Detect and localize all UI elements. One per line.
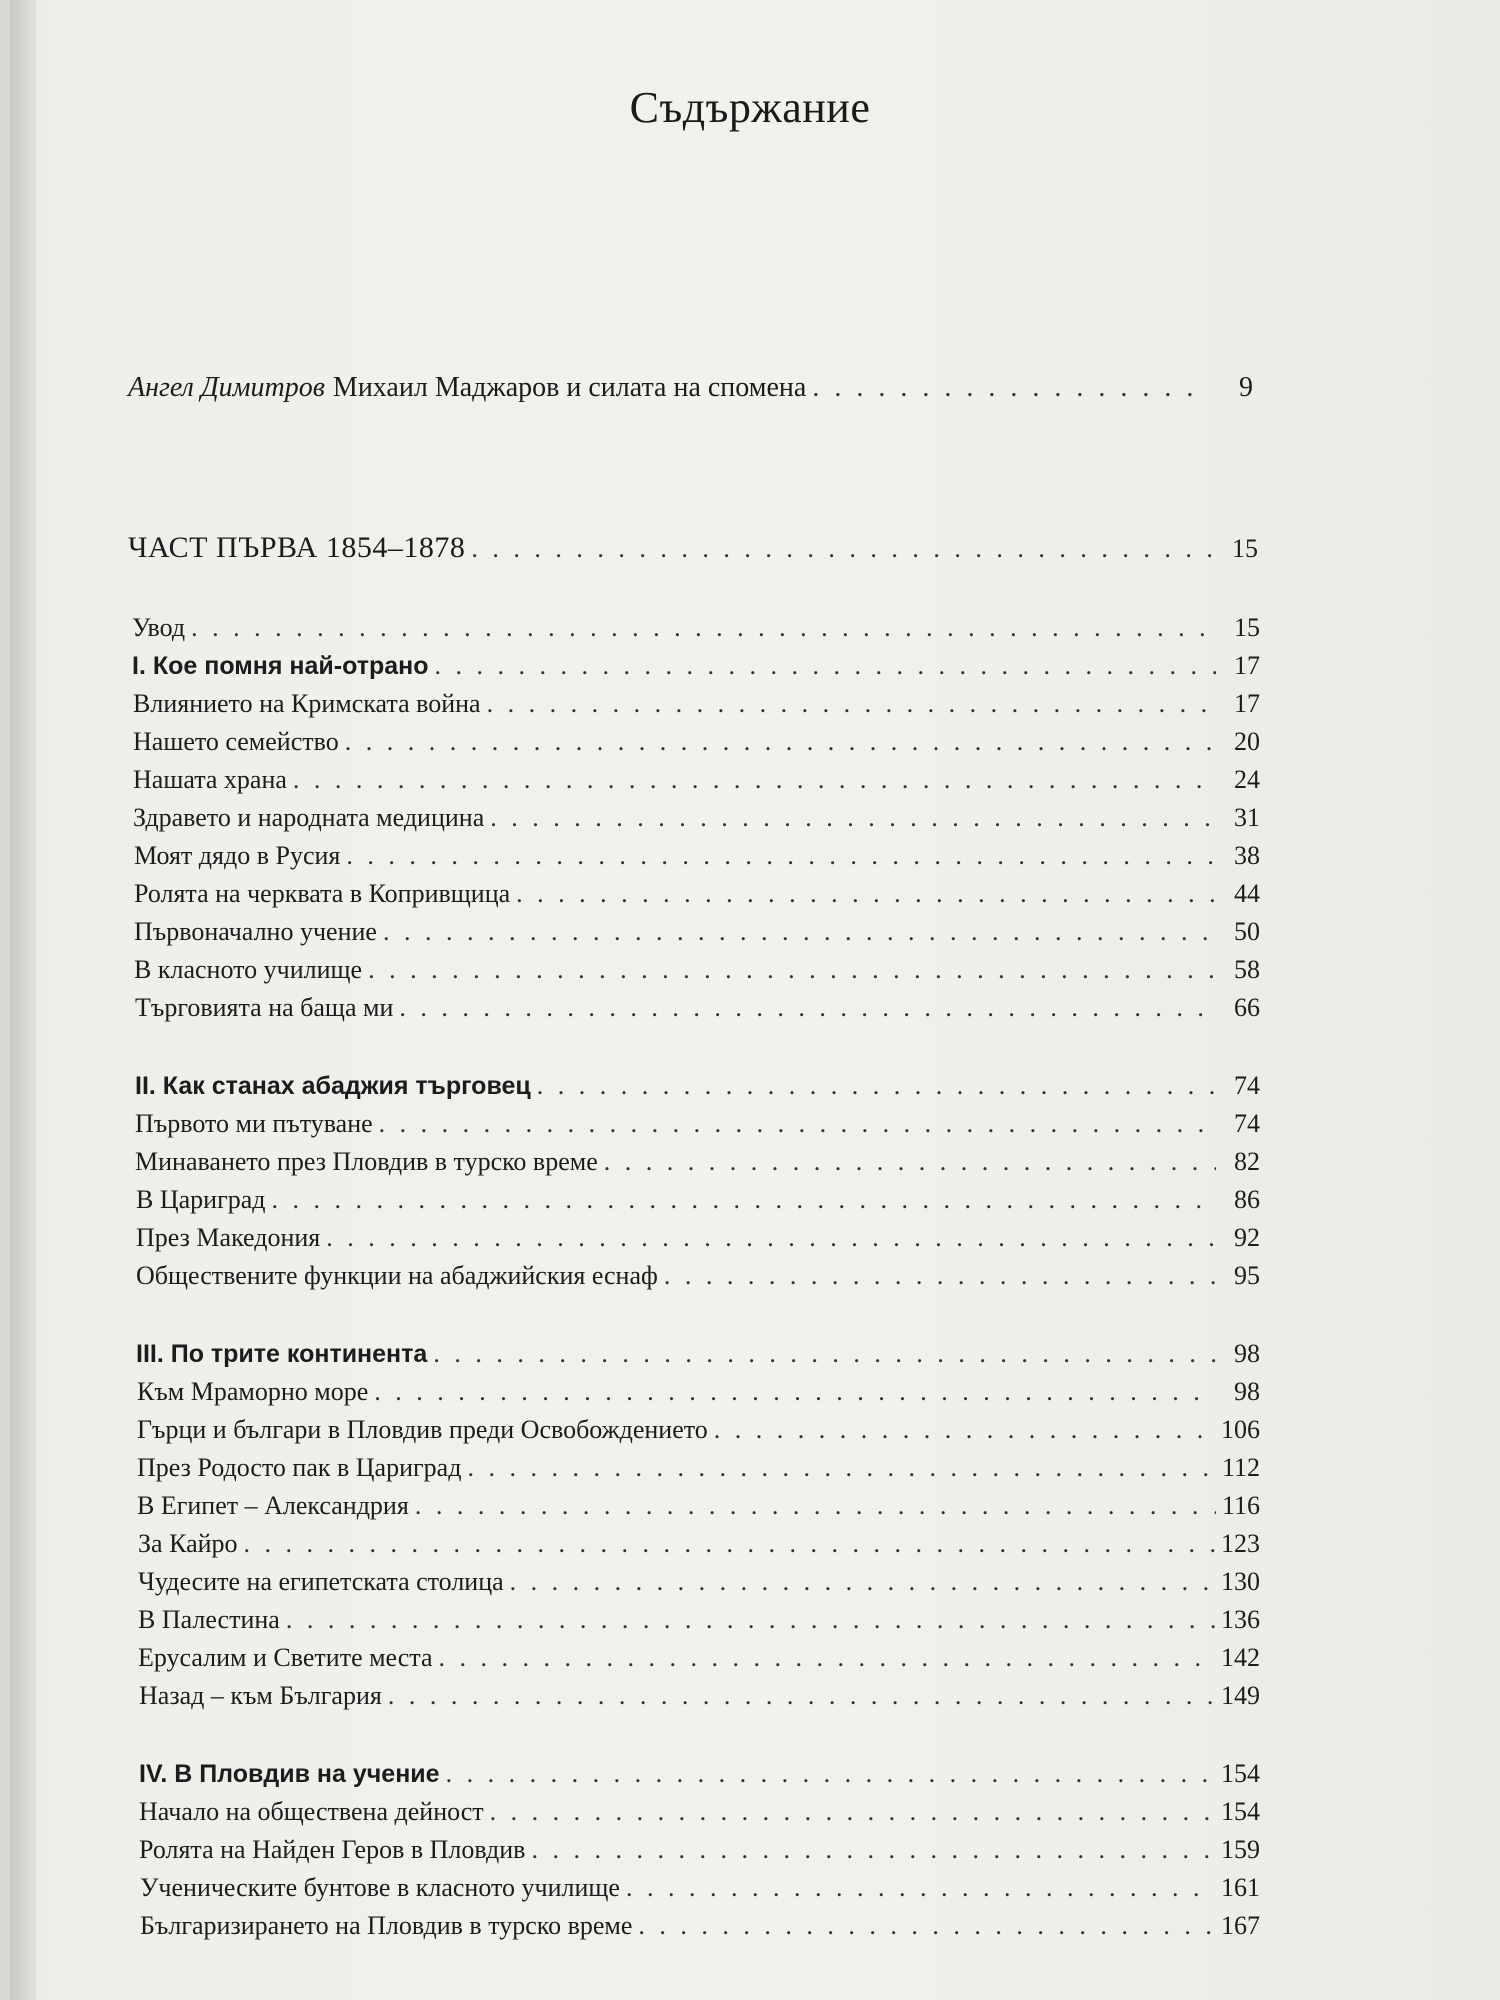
entry-page-number: 17 xyxy=(1234,689,1260,718)
entry-title: Назад – към България xyxy=(139,1681,382,1710)
entry-title: Моят дядо в Русия xyxy=(134,841,341,870)
book-page xyxy=(10,0,1500,2000)
toc-entry xyxy=(133,764,1260,796)
entry-title: Ученическите бунтове в класното училище xyxy=(140,1873,620,1902)
toc-entry xyxy=(137,1490,1260,1522)
dot-leader xyxy=(433,1338,1216,1370)
toc-entry xyxy=(138,1604,1260,1636)
dot-leader xyxy=(345,726,1216,758)
entry-page-number: 74 xyxy=(1234,1109,1260,1138)
entry-page-number: 159 xyxy=(1221,1835,1260,1864)
entry-page-number: 98 xyxy=(1234,1377,1260,1406)
intro-title: Михаил Маджаров и силата на спомена xyxy=(332,372,807,403)
intro-entry xyxy=(128,372,1253,404)
entry-page-number: 123 xyxy=(1221,1529,1260,1558)
toc-entry xyxy=(136,1222,1260,1254)
dot-leader xyxy=(191,612,1216,644)
entry-page-number: 15 xyxy=(1234,613,1260,642)
entry-page-number: 86 xyxy=(1234,1185,1260,1214)
toc-entry xyxy=(134,954,1260,986)
toc-entry xyxy=(137,1452,1260,1484)
entry-title: Търговията на баща ми xyxy=(135,993,394,1022)
entry-title: II. Как станах абаджия търговец xyxy=(135,1072,531,1100)
dot-leader xyxy=(812,372,1209,404)
entry-page-number: 44 xyxy=(1234,879,1260,908)
entry-title: Ролята на Найден Геров в Пловдив xyxy=(139,1835,526,1864)
toc-entry xyxy=(132,612,1260,644)
dot-leader xyxy=(626,1872,1215,1904)
entry-title: Към Мраморно море xyxy=(137,1377,369,1406)
entry-title: Нашата храна xyxy=(133,765,287,794)
entry-page-number: 154 xyxy=(1221,1797,1260,1826)
dot-leader xyxy=(388,1680,1215,1712)
entry-title: Българизирането на Пловдив в турско време xyxy=(140,1911,633,1940)
dot-leader xyxy=(399,992,1216,1024)
entry-page-number: 92 xyxy=(1234,1223,1260,1252)
entry-title: Обществените функции на абаджийския еснаф xyxy=(136,1261,658,1290)
dot-leader xyxy=(490,1796,1215,1828)
entry-title: IV. В Пловдив на учение xyxy=(139,1760,440,1788)
toc-entry xyxy=(134,840,1260,872)
toc-entry xyxy=(138,1528,1260,1560)
chapter-heading xyxy=(139,1758,1260,1790)
entry-title: Начало на обществена дейност xyxy=(139,1797,484,1826)
entry-title: През Родосто пак в Цариград xyxy=(137,1453,462,1482)
entry-title: Първото ми пътуване xyxy=(135,1109,373,1138)
entry-page-number: 142 xyxy=(1221,1643,1260,1672)
table-of-contents xyxy=(10,0,1500,2000)
entry-title: Ролята на черквата в Копривщица xyxy=(134,879,511,908)
chapter-heading xyxy=(135,1070,1260,1102)
entry-title: I. Кое помня най-отрано xyxy=(132,652,429,680)
dot-leader xyxy=(604,1146,1216,1178)
entry-page-number: 20 xyxy=(1234,727,1260,756)
entry-page-number: 95 xyxy=(1234,1261,1260,1290)
part-page-number: 15 xyxy=(1232,534,1258,563)
toc-entry xyxy=(138,1566,1260,1598)
toc-entry xyxy=(136,1260,1260,1292)
dot-leader xyxy=(286,1604,1215,1636)
entry-page-number: 136 xyxy=(1221,1605,1260,1634)
dot-leader xyxy=(383,916,1216,948)
entry-page-number: 130 xyxy=(1221,1567,1260,1596)
dot-leader xyxy=(531,1834,1215,1866)
entry-page-number: 24 xyxy=(1234,765,1260,794)
dot-leader xyxy=(446,1758,1215,1790)
dot-leader xyxy=(415,1490,1216,1522)
entry-title: Здравето и народната медицина xyxy=(133,803,485,832)
chapter-heading xyxy=(132,650,1260,682)
toc-entry xyxy=(136,1184,1260,1216)
dot-leader xyxy=(346,840,1216,872)
entry-title: В Палестина xyxy=(138,1605,280,1634)
entry-page-number: 74 xyxy=(1234,1071,1260,1100)
dot-leader xyxy=(471,533,1214,565)
dot-leader xyxy=(293,764,1216,796)
dot-leader xyxy=(516,878,1216,910)
entry-title: За Кайро xyxy=(138,1529,238,1558)
dot-leader xyxy=(368,954,1216,986)
entry-title: III. По трите континента xyxy=(136,1340,428,1368)
intro-author: Ангел Димитров xyxy=(128,372,325,403)
entry-page-number: 98 xyxy=(1234,1339,1260,1368)
dot-leader xyxy=(467,1452,1216,1484)
entry-title: Чудесите на египетската столица xyxy=(138,1567,504,1596)
entry-page-number: 106 xyxy=(1221,1415,1260,1444)
entry-page-number: 149 xyxy=(1221,1681,1260,1710)
entry-page-number: 17 xyxy=(1234,651,1260,680)
entry-title: През Македония xyxy=(136,1223,321,1252)
dot-leader xyxy=(244,1528,1215,1560)
entry-title: Влиянието на Кримската война xyxy=(133,689,481,718)
toc-entry xyxy=(139,1834,1260,1866)
entry-title: В класното училище xyxy=(134,955,363,984)
entry-page-number: 161 xyxy=(1221,1873,1260,1902)
toc-entry xyxy=(137,1376,1260,1408)
entry-page-number: 154 xyxy=(1221,1759,1260,1788)
toc-entry xyxy=(134,878,1260,910)
toc-entry xyxy=(139,1680,1260,1712)
intro-page-number: 9 xyxy=(1239,372,1253,403)
entry-title: Нашето семейство xyxy=(133,727,339,756)
dot-leader xyxy=(638,1910,1215,1942)
toc-entry xyxy=(133,726,1260,758)
entry-page-number: 66 xyxy=(1234,993,1260,1022)
toc-entry xyxy=(137,1414,1260,1446)
dot-leader xyxy=(510,1566,1215,1598)
entry-title: Минаването през Пловдив в турско време xyxy=(135,1147,598,1176)
part-heading xyxy=(128,532,1258,565)
dot-leader xyxy=(272,1184,1216,1216)
entry-title: Ерусалим и Светите места xyxy=(138,1643,433,1672)
entry-title: В Цариград xyxy=(136,1185,266,1214)
dot-leader xyxy=(439,1642,1215,1674)
page-title: Съдържание xyxy=(629,83,871,132)
dot-leader xyxy=(714,1414,1215,1446)
toc-entry xyxy=(138,1642,1260,1674)
entry-page-number: 50 xyxy=(1234,917,1260,946)
dot-leader xyxy=(487,688,1216,720)
entry-page-number: 112 xyxy=(1221,1453,1260,1482)
entry-title: Увод xyxy=(132,613,186,642)
dot-leader xyxy=(490,802,1216,834)
entry-page-number: 116 xyxy=(1221,1491,1260,1520)
entry-page-number: 38 xyxy=(1234,841,1260,870)
entry-title: В Египет – Александрия xyxy=(137,1491,409,1520)
toc-entry xyxy=(140,1872,1260,1904)
toc-entry xyxy=(134,916,1260,948)
toc-entry xyxy=(139,1796,1260,1828)
entry-title: Първоначално учение xyxy=(134,917,377,946)
entry-page-number: 31 xyxy=(1234,803,1260,832)
part-title: ЧАСТ ПЪРВА 1854–1878 xyxy=(128,531,466,564)
dot-leader xyxy=(537,1070,1216,1102)
dot-leader xyxy=(664,1260,1216,1292)
dot-leader xyxy=(374,1376,1216,1408)
dot-leader xyxy=(435,650,1216,682)
toc-entry xyxy=(135,1108,1260,1140)
toc-entry xyxy=(140,1910,1260,1942)
toc-entry xyxy=(135,992,1260,1024)
toc-entry xyxy=(135,1146,1260,1178)
chapter-heading xyxy=(136,1338,1260,1370)
toc-entry xyxy=(133,688,1260,720)
entry-title: Гърци и българи в Пловдив преди Освобождението xyxy=(137,1415,708,1444)
entry-page-number: 82 xyxy=(1234,1147,1260,1176)
entry-page-number: 58 xyxy=(1234,955,1260,984)
dot-leader xyxy=(379,1108,1216,1140)
entry-page-number: 167 xyxy=(1221,1911,1260,1940)
dot-leader xyxy=(326,1222,1216,1254)
toc-entry xyxy=(133,802,1260,834)
